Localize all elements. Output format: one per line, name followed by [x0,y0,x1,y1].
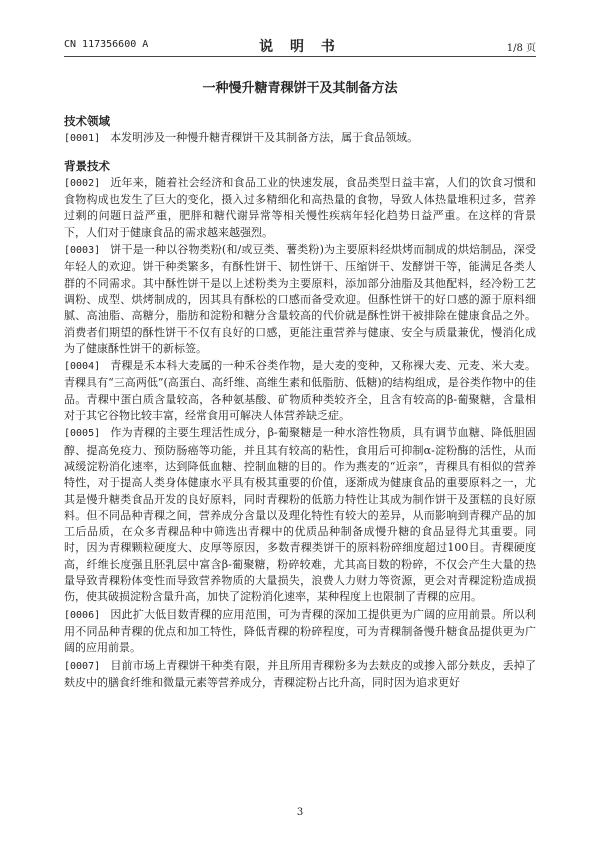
paragraph-number: [0002] [64,177,101,189]
doc-number: CN 117356600 A [64,39,149,50]
paragraph-text: 本发明涉及一种慢升糖青稞饼干及其制备方法，属于食品领域。 [110,131,419,145]
paragraph-0001 [64,130,536,147]
paragraph-0004 [64,358,536,424]
paragraph-0005 [64,425,536,605]
paragraph-text: 目前市场上青稞饼干种类有限，并且所用青稞粉多为去麸皮的或掺入部分麸皮，丢掉了麸皮中的膳食纤维和微量元素等营养成分，青稞淀粉占比升高，同时因为追求更好 [64,658,536,689]
paragraph-number: [0001] [64,133,101,145]
paragraph-text: 饼干是一种以谷物类粉(和/或豆类、薯类粉)为主要原料经烘烤而制成的烘焙制品，深受年轻人的欢迎。饼干种类繁多，有酥性饼干、韧性饼干、压缩饼干、发酵饼干等，能满足各类人群的不同需求。其中酥性饼干是以上述粉类为主要原料，添加部分油脂及其他配料，经冷粉工艺调粉、成型、烘烤制成的，因其具有酥松的口感而备受欢迎。但酥性饼干的好口感的源于原料细腻、高油脂、高糖分，脂肪和淀粉和糖分含量较高的代价就是酥性饼干被排除在健康食品之外。消费者们期望的酥性饼干不仅有良好的口感，更能注重营养与健康、安全与质量兼优，慢消化成为了健康酥性饼干的新标签。 [64,243,536,355]
paragraph-number: [0005] [64,428,101,440]
section-title: 说 明 书 [259,39,341,55]
paragraph-text: 近年来，随着社会经济和食品工业的快速发展，食品类型日益丰富，人们的饮食习惯和食物构成也发生了巨大的变化，摄入过多精细化和高热量的食物，导致人体热量堆积过多，营养过剩的问题日益严重，肥胖和糖代谢异常等相关慢性疾病年轻化趋势日益严重。在这样的背景下，人们对于健康食品的需求越来越强烈。 [64,175,536,239]
paragraph-number: [0003] [64,245,101,257]
patent-title: 一种慢升糖青稞饼干及其制备方法 [202,81,398,96]
paragraph-text: 青稞是禾本科大麦属的一种禾谷类作物，是大麦的变种，又称裸大麦、元麦、米大麦。青稞具有“三高两低”(高蛋白、高纤维、高维生素和低脂肪、低糖)的结构组成，是谷类作物中的佳品。青稞中蛋白质含量较高，各种氨基酸、矿物质种类较齐全，且含有较高的β-葡聚糖，含量相对于其它谷物比较丰富，经常食用可解决人体营养缺乏症。 [64,359,536,423]
paragraph-text: 因此扩大低目数青稞的应用范围，可为青稞的深加工提供更为广阔的应用前景。所以利用不同品种青稞的优点和加工特性，降低青稞的粉碎程度，可为青稞制备慢升糖食品提供更为广阔的应用前景。 [64,607,536,655]
paragraph-number: [0004] [64,361,101,373]
paragraph-0007 [64,658,536,692]
document-body [64,113,536,692]
paragraph-number: [0006] [64,609,101,621]
page-header [64,39,536,55]
paragraph-0006 [64,607,536,657]
paragraph-number: [0007] [64,660,101,672]
page-indicator: 1/8 页 [506,43,536,54]
paragraph-0002 [64,175,536,241]
section-heading: 技术领域 [64,114,110,128]
paragraph-text: 作为青稞的主要生理活性成分，β-葡聚糖是一种水溶性物质，具有调节血糖、降低胆固醇、提高免疫力、预防肠癌等功能，并且其有较高的粘性，食用后可抑制α-淀粉酶的活性，从而减缓淀粉消化速率，达到降低血糖、控制血糖的目的。作为燕麦的“近亲”，青稞具有相似的营养特性，对于提高人类身体健康水平具有极其重要的价值，逐渐成为健康食品的重要原料之一，尤其是慢升糖类食品开发的良好原料，同时青稞粉的低筋力特性让其成为制作饼干及蛋糕的良好原料。但不同品种青稞之间，营养成分含量以及理化特性有较大的差异，从而影响到青稞产品的加工后品质，在众多青稞品种中筛选出青稞中的优质品种制备成慢升糖的食品显得尤其重要。同时，因为青稞颗粒硬度大、皮厚等原因，多数青稞类饼干的原料粉碎细度超过100目。青稞硬度高，纤维长度强且胚乳层中富含β-葡聚糖，粉碎较难，尤其高目数的粉碎，不仅会产生大量的热量导致青稞粉体变性而导致营养物质的大量损失，浪费人力财力等资源，更会对青稞淀粉造成损伤，使其破损淀粉含量升高，加快了淀粉消化速率，某种程度上也限制了青稞的应用。 [64,426,536,604]
section-heading: 背景技术 [64,158,110,173]
header-rule [64,56,536,57]
page-number: 3 [296,807,304,818]
paragraph-0003 [64,242,536,357]
